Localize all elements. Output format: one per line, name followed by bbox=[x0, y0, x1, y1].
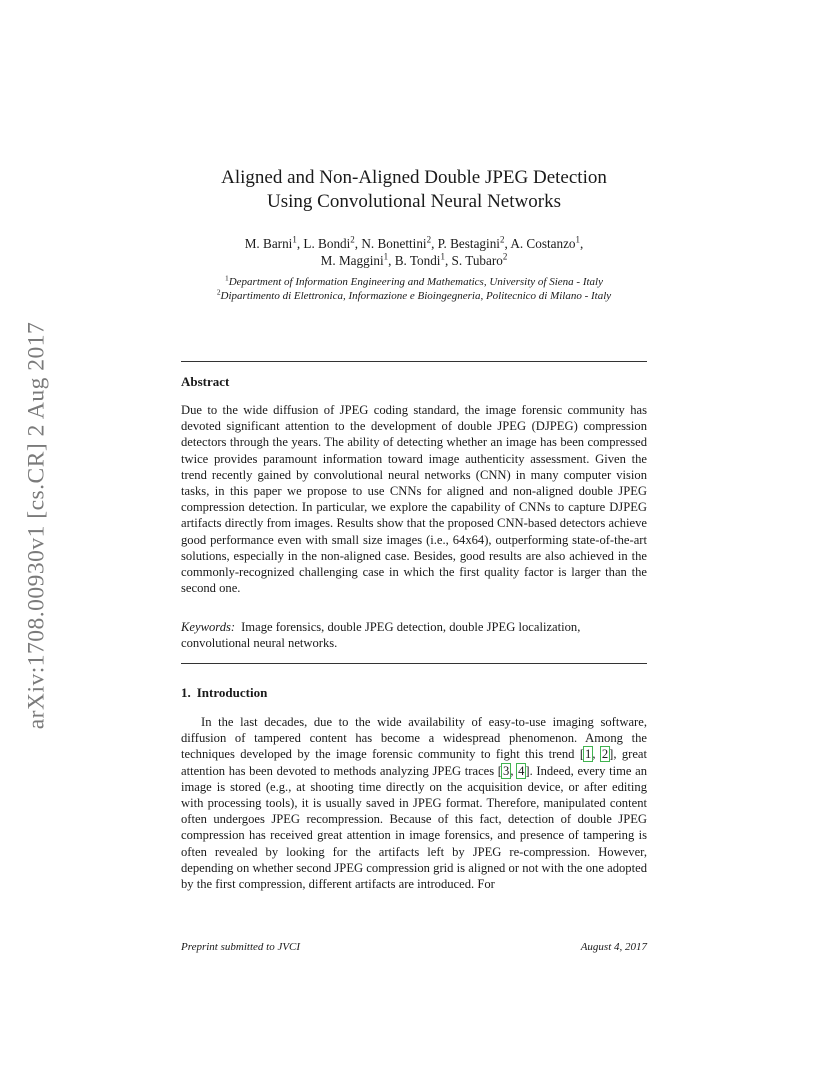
section-title: Introduction bbox=[196, 685, 268, 700]
citation-link-2[interactable]: 2 bbox=[601, 747, 609, 762]
citation-link-3[interactable]: 3 bbox=[503, 763, 510, 778]
arxiv-identifier bbox=[20, 290, 54, 760]
footer-date: August 4, 2017 bbox=[580, 941, 647, 953]
author: N. Bonettini$^2$, bbox=[361, 234, 438, 251]
author: P. Bestagini$^2$, bbox=[437, 234, 511, 251]
keywords-label: Keywords: bbox=[181, 620, 236, 634]
paper-title bbox=[181, 166, 647, 214]
abstract-top-rule bbox=[181, 361, 647, 362]
citation-link-1[interactable]: 1 bbox=[585, 747, 592, 762]
arxiv-identifier-text: arXiv:1708.00930v1 [cs.CR] 2 Aug 2017 bbox=[23, 321, 50, 729]
introduction-paragraph: In the last decades, due to the wide availability of easy-to-use imaging software, diffusion of tampered content has become a widespread phenomenon. Among the techniques developed by the image forensic community to fight this trend [1, 2], great attention has been devoted to methods analyzing JPEG traces [3, 4]. Indeed, every time an image is stored (e.g., at shooting time directly on the acquisition device, or after editing with processing tools), it is usually saved in JPEG format. Therefore, manipulated content often undergoes JPEG recompression. Because of this fact, detection of double JPEG compression has received great attention in image forensics, and presence of tampering is often revealed by looking for the artifacts left by JPEG re-compression. However, depending on whether second JPEG compression grid is aligned or not with the one adopted by the first compression, different artifacts are introduced. For bbox=[181, 715, 648, 892]
author: S. Tubaro$^2$ bbox=[451, 251, 508, 268]
keywords-text: Image forensics, double JPEG detection, double JPEG localization, convolutional neural networks. bbox=[181, 620, 581, 651]
affiliations bbox=[181, 275, 647, 303]
citation-link-4[interactable]: 4 bbox=[518, 763, 525, 778]
author: M. Maggini$^1$, bbox=[320, 251, 395, 268]
preprint-notice: Preprint submitted to JVCI bbox=[181, 941, 301, 953]
author: A. Costanzo$^1$, bbox=[510, 234, 584, 251]
keywords bbox=[181, 619, 647, 651]
section-heading-introduction bbox=[181, 685, 267, 701]
section-number: 1. bbox=[181, 685, 191, 700]
author: L. Bondi$^2$, bbox=[303, 234, 362, 251]
affiliation-1: $^1$Department of Information Engineering and Mathematics, University of Siena - Italy bbox=[225, 273, 603, 288]
author-list bbox=[181, 235, 647, 269]
authors-line-1 bbox=[181, 235, 647, 252]
title-line-2: Using Convolutional Neural Networks bbox=[267, 191, 561, 212]
author: M. Barni$^1$, bbox=[244, 234, 304, 251]
abstract-text: Due to the wide diffusion of JPEG coding standard, the image forensic community has devoted significant attention to the development of double JPEG (DJPEG) compression detectors through the years. The ability of detecting whether an image has been compressed twice provides paramount information toward image authenticity assessment. Given the trend recently gained by convolutional neural networks (CNN) in many computer vision tasks, in this paper we propose to use CNNs for aligned and non-aligned double JPEG compression detection. In particular, we explore the capability of CNNs to capture DJPEG artifacts directly from images. Results show that the proposed CNN-based detectors achieve good performance even with small size images (i.e., 64x64), outperforming state-of-the-art solutions, especially in the non-aligned case. Besides, good results are also achieved in the commonly-recognized challenging case in which the first quality factor is larger than the second one. bbox=[181, 403, 647, 596]
abstract-heading: Abstract bbox=[181, 374, 230, 389]
abstract-bottom-rule bbox=[181, 663, 647, 664]
affiliation-2: $^2$Dipartimento di Elettronica, Informazione e Bioingegneria, Politecnico di Milano - Italy bbox=[216, 287, 612, 302]
authors-line-2 bbox=[181, 252, 647, 269]
author: B. Tondi$^1$, bbox=[394, 251, 452, 268]
title-line-1: Aligned and Non-Aligned Double JPEG Detection bbox=[221, 167, 607, 188]
